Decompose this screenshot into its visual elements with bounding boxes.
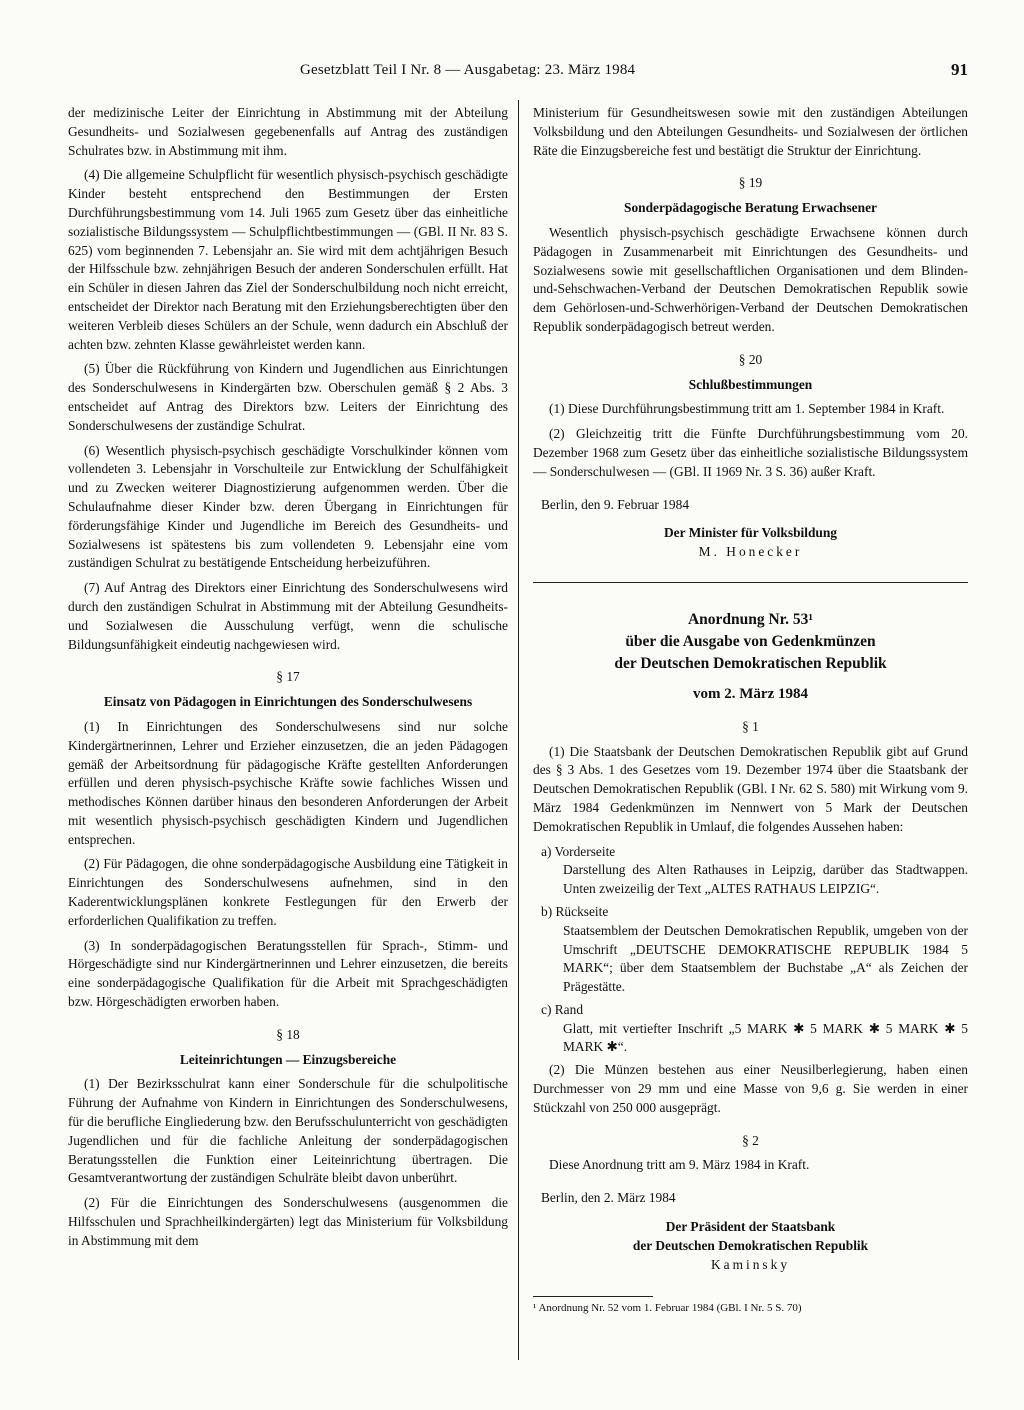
section-18-number: § 18 (276, 1026, 300, 1042)
column-divider (518, 100, 519, 1360)
section-19-p1: Wesentlich physisch-psychisch geschädigte Erwachsene können durch Pädagogen in Zusammenarbeit mit Einrichtungen des Gesundheits- und Sozialwesens sowie mit gesellschaftlichen Organisationen und dem Blinden-und-Sehschwachen-Verband der Deutschen Demokratischen Republik sowie dem Gehörlosen-und-Schwerhörigen-Verband der Deutschen Demokratischen Republik sonderpädagogisch betreut werden. (533, 224, 968, 334)
ordinance-title (533, 609, 968, 675)
paragraph-6: (6) Wesentlich physisch-psychisch geschädigte Vorschulkinder können vom vollendeten 3. Lebensjahr in Vorschulteile zur Entwicklung der Schulfähigkeit und zu Zwecken weiterer Diagnostizierung aufgenommen werden. Über die Schulaufnahme dieser Kinder bzw. deren Übergang in Einrichtungen für förderungsfähige Kinder und Jugendliche im Bereich des Gesundheits- und Sozialwesens ist spätestens bis zum vollendeten 9. Lebensjahr eine vom zuständigen Schulrat zu bestätigende Entscheidung herbeizuführen. (68, 442, 508, 571)
section-19-number: § 19 (738, 175, 763, 191)
section-20-p2: (2) Gleichzeitig tritt die Fünfte Durchführungsbestimmung vom 20. Dezember 1968 zum Gesetz über das einheitliche sozialistische Bildungssystem — Sonderschulwesen — (GBl. II 1969 Nr. 3 S. 36) außer Kraft. (533, 426, 968, 479)
date-line-1: Berlin, den 9. Februar 1984 (541, 496, 690, 512)
item-c-label: c) Rand (541, 1001, 584, 1017)
signature-2-name: Kaminsky (710, 1256, 791, 1272)
ordinance-title-line-1: Anordnung Nr. 53¹ (687, 610, 814, 628)
right-column (533, 104, 968, 1315)
item-a-label: a) Vorderseite (541, 843, 616, 859)
ordinance-title-line-3: der Deutschen Demokratischen Republik (614, 654, 887, 672)
section-17-p3: (3) In sonderpädagogischen Beratungsstellen für Sprach-, Stimm- und Hörgeschädigte sind nur Kindergärtnerinnen und Lehrer einzusetzen, die bereits eine sonderpädagogische Qualifikation für die Arbeit mit Sprachgeschädigten bzw. Hörgeschädigten erworben haben. (68, 937, 508, 1010)
item-b-label: b) Rückseite (541, 903, 609, 919)
item-c-text: Glatt, mit vertiefter Inschrift „5 MARK ✱ 5 MARK ✱ 5 MARK ✱ 5 MARK ✱“. (563, 1020, 968, 1055)
item-b-text: Staatsemblem der Deutschen Demokratischen Republik, umgeben von der Umschrift „DEUTSCHE DEMOKRATISCHE REPUBLIK 1984 5 MARK“; über dem Staatsemblem der Buchstabe „A“ als Zeichen der Prägestätte. (563, 922, 968, 995)
left-column (68, 104, 508, 1257)
date-line-2: Berlin, den 2. März 1984 (541, 1190, 676, 1206)
paragraph-4: (4) Die allgemeine Schulpflicht für wesentlich physisch-psychisch geschädigte Kinder besteht entsprechend den Bestimmungen der Ersten Durchführungsbestimmung vom 14. Juli 1965 zum Gesetz über das einheitliche sozialistische Bildungssystem — Schulpflichtbestimmungen — (GBl. II Nr. 83 S. 625) vom beginnenden 7. Lebensjahr an. Sie wird mit dem achtjährigen Besuch der Hilfsschule bzw. zehnjährigen Besuch der anderen Sonderschulen erfüllt. Hat ein Schüler in diesen Jahren das Ziel der Sonderschulbildung noch nicht erreicht, entscheidet der Direktor nach Beratung mit den Erziehungsberechtigten über den weiteren Verbleib dieses Schülers an der Schule, wenn dadurch ein Abschluß der achten bzw. zehnten Klasse gewährleistet werden kann. (68, 167, 508, 352)
section-20-title: Schlußbestimmungen (688, 376, 813, 392)
signature-1-title: Der Minister für Volksbildung (663, 525, 837, 541)
section-18-p1: (1) Der Bezirksschulrat kann einer Sonderschule für die schulpolitische Führung der Aufnahme von Kindern in Einrichtungen des Sonderschulwesens, für die berufliche Eingliederung bzw. den Berufsschulunterricht von geschädigten Jugendlichen und für die fachliche Anleitung der sonderpädagogischen Beratungsstellen die Funktion einer Leiteinrichtung übertragen. Die Gesamtverantwortung der zuständigen Schulräte bleibt davon unberührt. (68, 1076, 508, 1186)
signature-1-name: M. Honecker (698, 544, 803, 560)
ordinance-section-2-number: § 2 (742, 1132, 759, 1148)
footnote: ¹ Anordnung Nr. 52 vom 1. Februar 1984 (GBl. I Nr. 5 S. 70) (533, 1302, 802, 1315)
item-b (533, 903, 968, 997)
section-20-number: § 20 (738, 351, 763, 367)
ordinance-section-1-p1: (1) Die Staatsbank der Deutschen Demokratischen Republik gibt auf Grund des § 3 Abs. 1 des Gesetzes vom 19. Dezember 1974 über die Staatsbank der Deutschen Demokratischen Republik (GBl. I Nr. 62 S. 580) mit Wirkung vom 9. März 1984 Gedenkmünzen im Nennwert von 5 Mark der Deutschen Demokratischen Republik in Umlauf, die folgendes Aussehen haben: (533, 743, 968, 834)
item-a-text: Darstellung des Alten Rathauses in Leipzig, darüber das Stadtwappen. Unten zweizeilig der Text „ALTES RATHAUS LEIPZIG“. (563, 862, 968, 897)
intro-paragraph: der medizinische Leiter der Einrichtung in Abstimmung mit der Abteilung Gesundheits- und Sozialwesen gegebenenfalls auf Antrag des zuständigen Schulrates bzw. in Abstimmung mit ihm. (68, 105, 508, 158)
ordinance-section-1-p2: (2) Die Münzen bestehen aus einer Neusilberlegierung, haben einen Durchmesser von 29 mm und eine Masse von 9,6 g. Sie werden in einer Stückzahl von 250 000 ausgeprägt. (533, 1062, 968, 1115)
ordinance-title-line-2: über die Ausgabe von Gedenkmünzen (625, 632, 876, 650)
item-a (533, 843, 968, 899)
page-number: 91 (951, 60, 968, 79)
paragraph-7: (7) Auf Antrag des Direktors einer Einrichtung des Sonderschulwesens wird durch den zuständigen Schulrat in Abstimmung mit der Abteilung Gesundheits- und Sozialwesen die Ausschulung verfügt, wenn die schulische Bildungsunfähigkeit eindeutig nachgewiesen wird. (68, 580, 508, 652)
ordinance-section-2-p1: Diese Anordnung tritt am 9. März 1984 in Kraft. (549, 1157, 810, 1173)
section-17-p1: (1) In Einrichtungen des Sonderschulwesens sind nur solche Kindergärtnerinnen, Lehrer und Erzieher einzusetzen, die an jeden Pädagogen gemäß der Arbeitsordnung für pädagogische Kräfte gestellten Anforderungen erfüllen und deren physisch-psychische Kräfte sowie fachliches Wissen und methodisches Können darüber hinaus den besonderen Anforderungen der Arbeit mit wesentlich physisch-psychisch geschädigten Kindern und Jugendlichen entsprechen. (68, 718, 508, 847)
ordinance-section-1-number: § 1 (742, 718, 759, 734)
section-rule (533, 582, 968, 583)
section-18-p2: (2) Für die Einrichtungen des Sonderschulwesens (ausgenommen die Hilfsschulen und Sprachheilkindergärten) legt das Ministerium für Volksbildung in Abstimmung mit dem (68, 1195, 508, 1248)
section-19-title: Sonderpädagogische Beratung Erwachsener (624, 200, 877, 216)
continuation-paragraph: Ministerium für Gesundheitswesen sowie mit den zuständigen Abteilungen Volksbildung und den Abteilungen Gesundheits- und Sozialwesen der örtlichen Räte die Einzugsbereiche fest und bestätigt die Struktur der Einrichtung. (533, 105, 968, 158)
footnote-rule (533, 1296, 653, 1297)
ordinance-date: vom 2. März 1984 (693, 685, 808, 702)
section-18-title: Leiteinrichtungen — Einzugsbereiche (179, 1051, 397, 1067)
signature-2-title-line-2: der Deutschen Demokratischen Republik (632, 1237, 869, 1253)
section-17-title: Einsatz von Pädagogen in Einrichtungen des Sonderschulwesens (103, 694, 473, 710)
paragraph-5: (5) Über die Rückführung von Kindern und Jugendlichen aus Einrichtungen des Sonderschulwesens in Kindergärten bzw. Oberschulen gemäß § 2 Abs. 3 entscheidet auf Antrag des Direktors bzw. Leiters der Einrichtung des Sonderschulwesens der zuständige Schulrat. (68, 361, 508, 433)
page-header-title: Gesetzblatt Teil I Nr. 8 — Ausgabetag: 23. März 1984 (300, 62, 636, 78)
item-c (533, 1001, 968, 1057)
signature-2-title-line-1: Der Präsident der Staatsbank (665, 1219, 836, 1235)
section-20-p1: (1) Diese Durchführungsbestimmung tritt am 1. September 1984 in Kraft. (549, 401, 945, 417)
section-17-p2: (2) Für Pädagogen, die ohne sonderpädagogische Ausbildung eine Tätigkeit in Einrichtungen des Sonderschulwesens aufnehmen, sind in den Kaderentwicklungsplänen konkrete Festlegungen für den Erwerb der erforderlichen Qualifikation zu treffen. (68, 856, 508, 928)
section-17-number: § 17 (276, 669, 300, 685)
